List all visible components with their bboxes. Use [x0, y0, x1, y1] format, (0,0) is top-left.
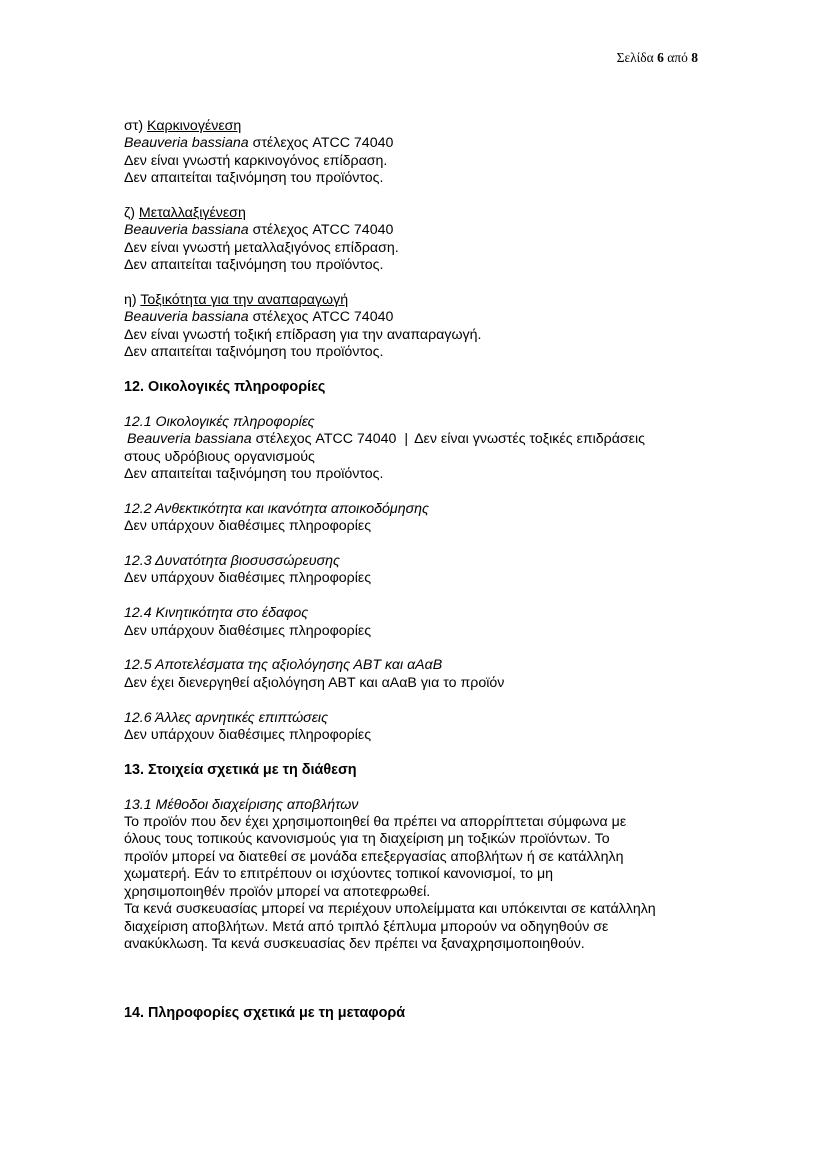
current-page: 6: [657, 50, 664, 65]
section-carcinogenicity: στ) Καρκινογένεση Beauveria bassiana στέλεχος ATCC 74040 Δεν είναι γνωστή καρκινογόνος επίδραση. Δεν απαιτείται ταξινόμηση του προϊόντος.: [124, 118, 394, 187]
subsection-12-4: 12.4 Κινητικότητα στο έδαφος Δεν υπάρχουν διαθέσιμες πληροφορίες: [124, 605, 372, 639]
species-name: Beauveria bassiana: [127, 431, 252, 448]
subsection-12-1: 12.1 Οικολογικές πληροφορίες Beauveria bassiana στέλεχος ATCC 74040 | Δεν είναι γνωστές τοξικές επιδράσεις στους υδρόβιους οργανισμούς Δεν απαιτείται ταξινόμηση του προϊόντος.: [124, 413, 645, 483]
subsection-title: Μεταλλαξιγένεση: [138, 205, 246, 222]
species-name: Beauveria bassiana: [124, 135, 249, 152]
section-heading-14: 14. Πληροφορίες σχετικά με τη μεταφορά: [124, 1004, 406, 1021]
section-heading-13: 13. Στοιχεία σχετικά με τη διάθεση: [124, 761, 357, 778]
subsection-12-6: 12.6 Άλλες αρνητικές επιπτώσεις Δεν υπάρχουν διαθέσιμες πληροφορίες: [124, 709, 372, 744]
total-pages: 8: [691, 50, 698, 65]
subsection-12-5: 12.5 Αποτελέσματα της αξιολόγησης ΑΒΤ και αΑαΒ Δεν έχει διενεργηθεί αξιολόγηση ΑΒΤ και αΑαΒ για το προϊόν: [124, 657, 505, 691]
of-word: από: [667, 50, 688, 65]
species-name: Beauveria bassiana: [124, 222, 249, 239]
document-body: [124, 118, 714, 1040]
species-name: Beauveria bassiana: [124, 309, 249, 326]
subsection-13-1: 13.1 Μέθοδοι διαχείρισης αποβλήτων Το προϊόν που δεν έχει χρησιμοποιηθεί θα πρέπει να απορρίπτεται σύμφωνα με όλους τους τοπικούς κανονισμούς για τη διαχείριση μη τοξικών προϊόντων. Το προϊόν μπορεί να διατεθεί σε μονάδα επεξεργασίας αποβλήτων ή σε κατάλληλη χωματερή. Εάν το επιτρέπουν οι ισχύοντες τοπικοί κανονισμοί, το μη χρησιμοποιηθέν προϊόν μπορεί να αποτεφρωθεί. Τα κενά συσκευασίας μπορεί να περιέχουν υπολείμματα και υπόκεινται σε κατάλληλη διαχείριση αποβλήτων. Μετά από τριπλό ξέπλυμα μπορούν να οδηγηθούν σε ανακύκλωση. Τα κενά συσκευασίας δεν πρέπει να ξαναχρησιμοποιηθούν.: [124, 796, 656, 952]
page-word: Σελίδα: [616, 50, 654, 65]
section-reproductive-toxicity: η) Τοξικότητα για την αναπαραγωγή Beauveria bassiana στέλεχος ATCC 74040 Δεν είναι γνωστή τοξική επίδραση για την αναπαραγωγή. Δεν απαιτείται ταξινόμηση του προϊόντος.: [124, 292, 482, 361]
subsection-title: Τοξικότητα για την αναπαραγωγή: [140, 292, 349, 309]
section-mutagenicity: ζ) Μεταλλαξιγένεση Beauveria bassiana στέλεχος ATCC 74040 Δεν είναι γνωστή μεταλλαξιγόνος επίδραση. Δεν απαιτείται ταξινόμηση του προϊόντος.: [124, 205, 399, 274]
subsection-title: Καρκινογένεση: [147, 118, 242, 134]
page-number: [617, 50, 698, 66]
section-heading-12: 12. Οικολογικές πληροφορίες: [124, 379, 326, 396]
separator-bar: |: [404, 431, 409, 448]
subsection-12-2: 12.2 Ανθεκτικότητα και ικανότητα αποικοδόμησης Δεν υπάρχουν διαθέσιμες πληροφορίες: [124, 500, 429, 535]
subsection-12-3: 12.3 Δυνατότητα βιοσυσσώρευσης Δεν υπάρχουν διαθέσιμες πληροφορίες: [124, 553, 372, 587]
